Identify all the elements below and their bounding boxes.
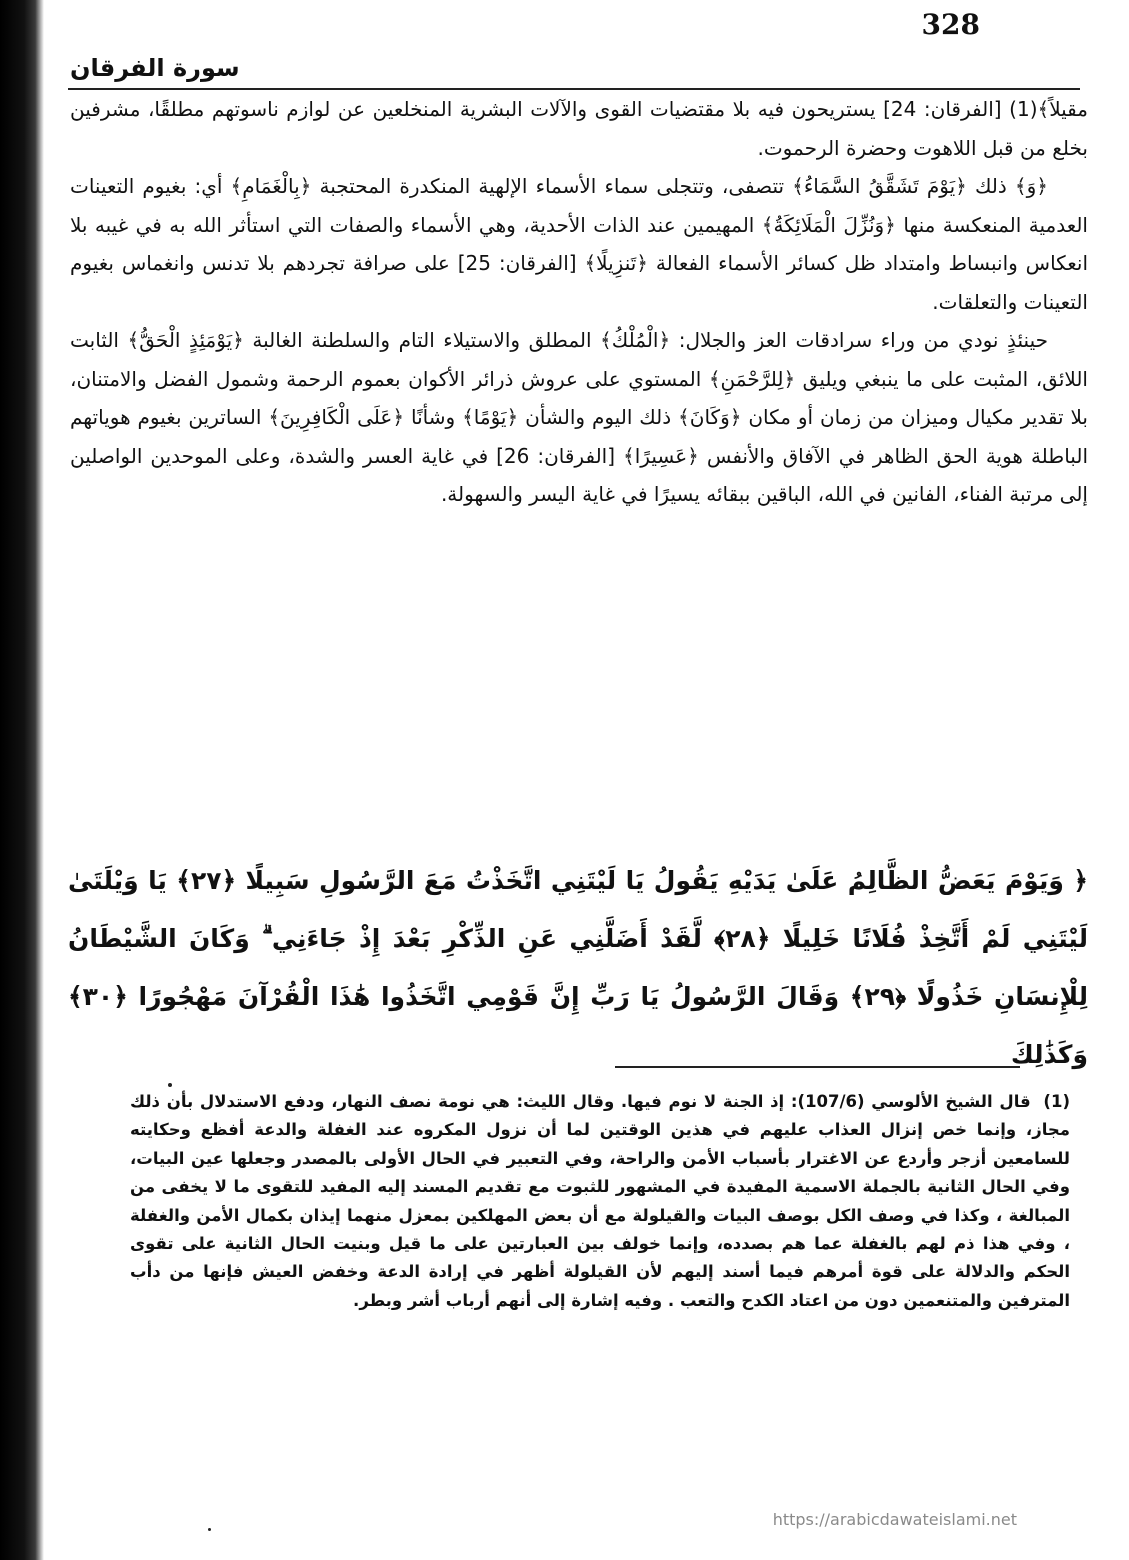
commentary-text [70, 90, 1088, 514]
footnote-rule [615, 1066, 1020, 1068]
footnote [130, 1088, 1070, 1315]
scan-shadow-edge [0, 0, 44, 1560]
surah-title: سورة الفرقان [70, 54, 240, 82]
watermark-url: https://arabicdawateislami.net [772, 1510, 1017, 1529]
page-number: 328 [921, 8, 980, 41]
footnote-text: قال الشيخ الألوسي (107/6): إذ الجنة لا نوم فيها. وقال الليث: هي نومة نصف النهار، ودفع الاستدلال بأن ذلك مجاز، وإنما خص إنزال العذاب عليهم في هذين الوقتين لما أن نزول المكروه عند الغفلة والدعة أفظع وحكايته للسامعين أزجر وأردع عن الاغترار بأسباب الأمن والراحة، وفي التعبير في الحال الأولى بالمصدر وجعلها عين البيات، وفي الحال الثانية بالجملة الاسمية المفيدة في المشهور للثبوت مع تقديم المسند إليه المفيد للتقوى ما لا يخفى من المبالغة ، وكذا في وصف الكل بوصف البيات والقيلولة مع أن بعض المهلكين بمعزل منهما إيذان بكمال الأمن والغفلة ، وفي هذا ذم لهم بالغفلة عما هم بصدده، وإنما خولف بين العبارتين على ما قيل وبنيت الحال الثانية على تقوى الحكم والدلالة على قوة أمرهم فيما أسند إليهم لأن القيلولة أظهر في إرادة الدعة وخفض العيش فإنها من دأب المترفين والمتنعمين دون من اعتاد الكدح والتعب . وفيه إشارة إلى أنهم أرباب أشر وبطر. [130, 1092, 1070, 1310]
scan-speck [168, 1083, 172, 1087]
book-page [60, 0, 1110, 1560]
scan-speck [208, 1528, 211, 1531]
paragraph-3: حينئذٍ نودي من وراء سرادقات العز والجلال: ﴿الْمُلْكُ﴾ المطلق والاستيلاء التام والسلطنة الغالبة ﴿يَوْمَئِذٍ الْحَقُّ﴾ الثابت اللائق، المثبت على ما ينبغي ويليق ﴿لِلرَّحْمَنِ﴾ المستوي على عروش ذرائر الأكوان بعموم الرحمة وشمول الفضل والامتنان، بلا تقدير مكيال وميزان من زمان أو مكان ﴿وَكَانَ﴾ ذلك اليوم والشأن ﴿يَوْمًا﴾ وشأنًا ﴿عَلَى الْكَافِرِينَ﴾ الساترين بغيوم هوياتهم الباطلة هوية الحق الظاهر في الآفاق والأنفس ﴿عَسِيرًا﴾ [الفرقان: 26] في غاية العسر والشدة، وعلى الموحدين الواصلين إلى مرتبة الفناء، الفانين في الله، الباقين ببقائه يسيرًا في غاية اليسر والسهولة. [70, 328, 1088, 506]
paragraph-1: مقيلاً﴾(1) [الفرقان: 24] يستريحون فيه بلا مقتضيات القوى والآلات البشرية المنخلعين عن لوازم ناسوتهم مطلقًا، مشرفين بخلع من قبل اللاهوت وحضرة الرحموت. [70, 97, 1089, 160]
paragraph-2: ﴿وَ﴾ ذلك ﴿يَوْمَ تَشَقَّقُ السَّمَاءُ﴾ تتصفى، وتتجلى سماء الأسماء الإلهية المنكدرة المحتجبة ﴿بِالْغَمَامِ﴾ أي: بغيوم التعينات العدمية المنعكسة منها ﴿وَنُزِّلَ الْمَلَائِكَةُ﴾ المهيمين عند الذات الأحدية، وهي الأسماء والصفات التي استأثر الله به في غيبه بلا انعكاس وانبساط وامتداد ظل كسائر الأسماء الفعالة ﴿تَنزِيلًا﴾ [الفرقان: 25] على صرافة تجردهم بلا تدنس وانغماس بغيوم التعينات والتعلقات. [70, 174, 1088, 314]
footnote-number: (1) [1043, 1092, 1070, 1111]
quran-verses-block: ﴿ وَيَوْمَ يَعَضُّ الظَّالِمُ عَلَىٰ يَدَيْهِ يَقُولُ يَا لَيْتَنِي اتَّخَذْتُ مَعَ الرَّسُولِ سَبِيلًا ﴿٢٧﴾ يَا وَيْلَتَىٰ لَيْتَنِي لَمْ أَتَّخِذْ فُلَانًا خَلِيلًا ﴿٢٨﴾ لَّقَدْ أَضَلَّنِي عَنِ الذِّكْرِ بَعْدَ إِذْ جَاءَنِي ۗ وَكَانَ الشَّيْطَانُ لِلْإِنسَانِ خَذُولًا ﴿٢٩﴾ وَقَالَ الرَّسُولُ يَا رَبِّ إِنَّ قَوْمِي اتَّخَذُوا هَٰذَا الْقُرْآنَ مَهْجُورًا ﴿٣٠﴾ وَكَذَٰلِكَ [68, 866, 1088, 1069]
